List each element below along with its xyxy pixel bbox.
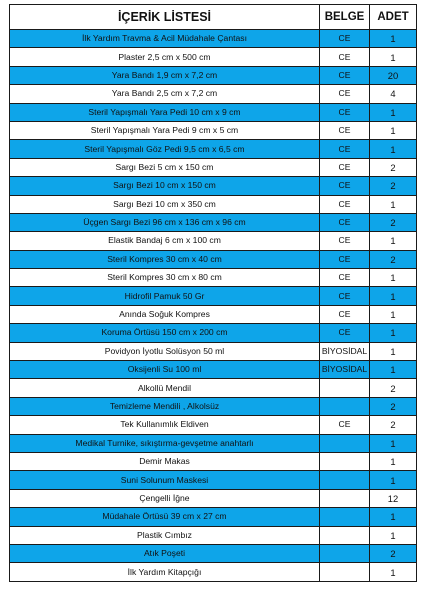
table-row — [10, 471, 417, 489]
item-adet-cell: 20 — [370, 66, 417, 84]
item-adet-cell: 4 — [370, 85, 417, 103]
item-adet-cell: 1 — [370, 30, 417, 48]
table-row — [10, 121, 417, 139]
item-belge-cell: BİYOSİDAL — [320, 342, 370, 360]
item-adet-cell: 2 — [370, 177, 417, 195]
item-belge-cell: CE — [320, 85, 370, 103]
table-row — [10, 66, 417, 84]
item-name-cell: Povidyon İyotlu Solüsyon 50 ml — [10, 342, 320, 360]
table-row — [10, 177, 417, 195]
table-row — [10, 103, 417, 121]
item-adet-cell: 2 — [370, 544, 417, 562]
table-header — [10, 5, 417, 30]
item-adet-cell: 1 — [370, 195, 417, 213]
item-name-cell: Alkollü Mendil — [10, 379, 320, 397]
item-name-cell: Yara Bandı 2,5 cm x 7,2 cm — [10, 85, 320, 103]
item-belge-cell: BİYOSİDAL — [320, 361, 370, 379]
item-name-cell: Yara Bandı 1,9 cm x 7,2 cm — [10, 66, 320, 84]
item-belge-cell: CE — [320, 305, 370, 323]
table-row — [10, 361, 417, 379]
item-belge-cell: CE — [320, 121, 370, 139]
item-adet-cell: 1 — [370, 434, 417, 452]
item-adet-cell: 2 — [370, 397, 417, 415]
header-belge: BELGE — [320, 5, 370, 30]
item-belge-cell — [320, 489, 370, 507]
item-name-cell: Hidrofil Pamuk 50 Gr — [10, 287, 320, 305]
item-belge-cell: CE — [320, 140, 370, 158]
item-name-cell: Oksijenli Su 100 ml — [10, 361, 320, 379]
item-belge-cell — [320, 544, 370, 562]
item-belge-cell: CE — [320, 158, 370, 176]
item-belge-cell: CE — [320, 103, 370, 121]
item-adet-cell: 1 — [370, 48, 417, 66]
table-row — [10, 48, 417, 66]
item-adet-cell: 1 — [370, 361, 417, 379]
item-belge-cell — [320, 563, 370, 581]
item-name-cell: Steril Kompres 30 cm x 40 cm — [10, 250, 320, 268]
item-adet-cell: 1 — [370, 287, 417, 305]
item-name-cell: Sargı Bezi 5 cm x 150 cm — [10, 158, 320, 176]
item-name-cell: Medikal Turnike, sıkıştırma-gevşetme anahtarlı — [10, 434, 320, 452]
item-belge-cell — [320, 434, 370, 452]
item-name-cell: Sargı Bezi 10 cm x 350 cm — [10, 195, 320, 213]
item-name-cell: Çengelli İğne — [10, 489, 320, 507]
item-name-cell: Demir Makas — [10, 452, 320, 470]
item-adet-cell: 1 — [370, 342, 417, 360]
table-row — [10, 269, 417, 287]
item-belge-cell: CE — [320, 213, 370, 231]
item-adet-cell: 1 — [370, 324, 417, 342]
item-belge-cell: CE — [320, 287, 370, 305]
item-adet-cell: 1 — [370, 452, 417, 470]
item-name-cell: Steril Kompres 30 cm x 80 cm — [10, 269, 320, 287]
table-row — [10, 508, 417, 526]
item-belge-cell: CE — [320, 177, 370, 195]
table-row — [10, 305, 417, 323]
item-adet-cell: 1 — [370, 563, 417, 581]
table-row — [10, 544, 417, 562]
table-row — [10, 434, 417, 452]
item-name-cell: Atık Poşeti — [10, 544, 320, 562]
item-name-cell: Steril Yapışmalı Yara Pedi 10 cm x 9 cm — [10, 103, 320, 121]
item-adet-cell: 2 — [370, 250, 417, 268]
item-belge-cell — [320, 471, 370, 489]
item-adet-cell: 1 — [370, 121, 417, 139]
item-adet-cell: 2 — [370, 416, 417, 434]
table-row — [10, 213, 417, 231]
item-name-cell: Elastik Bandaj 6 cm x 100 cm — [10, 232, 320, 250]
item-name-cell: Üçgen Sargı Bezi 96 cm x 136 cm x 96 cm — [10, 213, 320, 231]
item-adet-cell: 1 — [370, 305, 417, 323]
item-belge-cell: CE — [320, 195, 370, 213]
item-name-cell: Steril Yapışmalı Yara Pedi 9 cm x 5 cm — [10, 121, 320, 139]
item-belge-cell: CE — [320, 232, 370, 250]
item-belge-cell — [320, 508, 370, 526]
table-row — [10, 195, 417, 213]
item-name-cell: Steril Yapışmalı Göz Pedi 9,5 cm x 6,5 cm — [10, 140, 320, 158]
contents-table — [9, 4, 417, 582]
item-belge-cell — [320, 452, 370, 470]
item-name-cell: Anında Soğuk Kompres — [10, 305, 320, 323]
item-name-cell: İlk Yardım Kitapçığı — [10, 563, 320, 581]
table-body — [10, 30, 417, 582]
table-row — [10, 397, 417, 415]
item-name-cell: Plaster 2,5 cm x 500 cm — [10, 48, 320, 66]
item-belge-cell: CE — [320, 269, 370, 287]
table-row — [10, 287, 417, 305]
table-row — [10, 232, 417, 250]
table-row — [10, 563, 417, 581]
contents-list-sheet — [9, 4, 416, 582]
item-name-cell: Tek Kullanımlık Eldiven — [10, 416, 320, 434]
item-belge-cell — [320, 379, 370, 397]
table-row — [10, 324, 417, 342]
table-row — [10, 452, 417, 470]
table-row — [10, 140, 417, 158]
item-belge-cell: CE — [320, 66, 370, 84]
table-row — [10, 30, 417, 48]
item-adet-cell: 12 — [370, 489, 417, 507]
item-belge-cell: CE — [320, 250, 370, 268]
item-adet-cell: 2 — [370, 158, 417, 176]
item-adet-cell: 1 — [370, 103, 417, 121]
item-belge-cell: CE — [320, 48, 370, 66]
item-belge-cell: CE — [320, 324, 370, 342]
table-row — [10, 526, 417, 544]
item-belge-cell — [320, 526, 370, 544]
item-name-cell: Temizleme Mendili , Alkolsüz — [10, 397, 320, 415]
table-row — [10, 250, 417, 268]
item-name-cell: Koruma Örtüsü 150 cm x 200 cm — [10, 324, 320, 342]
item-adet-cell: 1 — [370, 526, 417, 544]
item-name-cell: Plastik Cımbız — [10, 526, 320, 544]
item-adet-cell: 2 — [370, 213, 417, 231]
item-name-cell: İlk Yardım Travma & Acil Müdahale Çantası — [10, 30, 320, 48]
header-name: İÇERİK LİSTESİ — [10, 5, 320, 30]
item-adet-cell: 1 — [370, 269, 417, 287]
item-name-cell: Sargı Bezi 10 cm x 150 cm — [10, 177, 320, 195]
item-belge-cell — [320, 397, 370, 415]
item-name-cell: Suni Solunum Maskesi — [10, 471, 320, 489]
table-row — [10, 158, 417, 176]
table-row — [10, 489, 417, 507]
item-adet-cell: 1 — [370, 471, 417, 489]
header-row — [10, 5, 417, 30]
item-belge-cell: CE — [320, 30, 370, 48]
item-adet-cell: 2 — [370, 379, 417, 397]
table-row — [10, 85, 417, 103]
table-row — [10, 416, 417, 434]
item-belge-cell: CE — [320, 416, 370, 434]
item-adet-cell: 1 — [370, 508, 417, 526]
table-row — [10, 342, 417, 360]
item-name-cell: Müdahale Örtüsü 39 cm x 27 cm — [10, 508, 320, 526]
table-row — [10, 379, 417, 397]
item-adet-cell: 1 — [370, 232, 417, 250]
header-adet: ADET — [370, 5, 417, 30]
item-adet-cell: 1 — [370, 140, 417, 158]
